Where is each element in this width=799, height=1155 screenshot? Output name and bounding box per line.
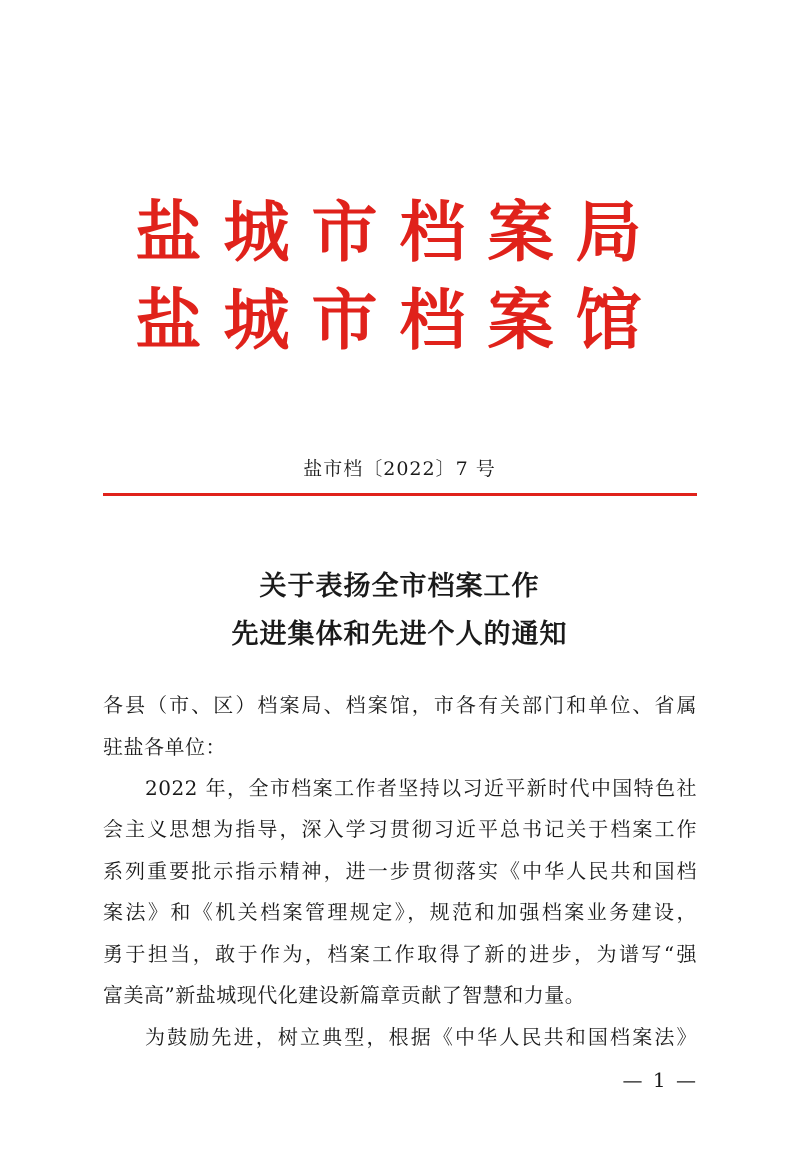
- body-line: 驻盐各单位：: [103, 735, 226, 759]
- body-line: 各县（市、区）档案局、档案馆，市各有关部门和单位、省属: [103, 693, 697, 717]
- body-line: 案法》和《机关档案管理规定》，规范和加强档案业务建设，: [103, 900, 697, 924]
- body-line: 为鼓励先进，树立典型，根据《中华人民共和国档案法》: [145, 1025, 697, 1049]
- body-line: 2022 年，全市档案工作者坚持以习近平新时代中国特色社: [145, 776, 697, 800]
- body-line: 系列重要批示指示精神，进一步贯彻落实《中华人民共和国档: [103, 859, 697, 883]
- document-number: 盐市档〔2022〕7 号: [303, 458, 496, 480]
- notice-title-line-1: 关于表扬全市档案工作: [259, 571, 540, 602]
- body-line: 富美高”新盐城现代化建设新篇章贡献了智慧和力量。: [103, 983, 586, 1007]
- body-line: 勇于担当，敢于作为，档案工作取得了新的进步，为谱写“强: [103, 942, 697, 966]
- body-line: 会主义思想为指导，深入学习贯彻习近平总书记关于档案工作: [103, 817, 697, 841]
- page-number: — 1 —: [622, 1068, 698, 1092]
- issuer-header-line-1: 盐城市档案局: [135, 194, 664, 271]
- red-divider: [103, 493, 697, 496]
- notice-title-line-2: 先进集体和先进个人的通知: [231, 619, 568, 650]
- issuer-header-line-2: 盐城市档案馆: [135, 282, 664, 359]
